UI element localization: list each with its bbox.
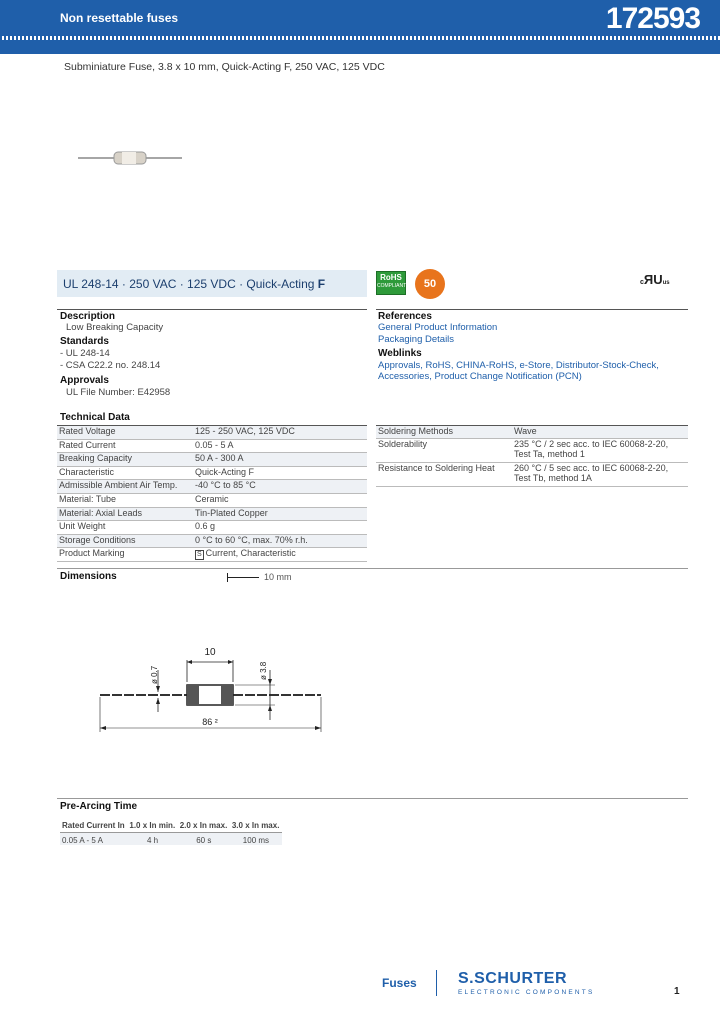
table-row: Resistance to Soldering Heat 260 °C / 5 sec acc. to IEC 60068-2-20, Test Tb, method 1A [376,463,688,487]
table-row: Characteristic Quick-Acting F [57,466,367,480]
scale-bar [227,577,259,578]
technical-data-table [57,426,367,562]
standard-item: - CSA C22.2 no. 248.14 [60,360,161,371]
description-text: Low Breaking Capacity [66,322,164,333]
table-row: Breaking Capacity 50 A - 300 A [57,453,367,467]
soldering-table [376,426,688,487]
dim-lead-diameter: ø 0.7 [150,665,159,684]
description-heading: Description [60,311,116,322]
marking-symbol-icon: S [197,551,202,559]
dimensions-heading: Dimensions [60,571,117,582]
pre-arcing-heading: Pre-Arcing Time [60,801,138,812]
approvals-text: UL File Number: E42958 [66,387,171,398]
scale-label: 10 mm [264,572,292,582]
pre-arcing-table [60,818,282,845]
divider [57,309,367,310]
rohs-badge: RoHS COMPLIANT [376,271,406,295]
technical-data-heading: Technical Data [60,412,130,423]
dim-length-body: 10 [204,647,216,658]
approvals-heading: Approvals [60,375,109,386]
table-header-row: Rated Current In 1.0 x In min. 2.0 x In max. 3.0 x In max. [60,818,282,833]
table-row: Storage Conditions 0 °C to 60 °C, max. 70% r.h. [57,534,367,548]
table-row: Soldering Methods Wave [376,426,688,439]
divider [57,798,688,799]
dimension-drawing [95,640,335,740]
divider [57,568,688,569]
schurter-logo: S.SCHURTER [458,970,568,987]
dim-overall-length: 86 ² [202,717,218,727]
rating-band [57,270,367,297]
part-number: 172593 [605,2,700,35]
header-bar [0,0,720,36]
table-row: 0.05 A - 5 A 4 h 60 s 100 ms [60,833,282,846]
fuse-photo [78,148,182,168]
rating-text: UL 248-14 · 250 VAC · 125 VDC · Quick-Acting F [63,277,326,291]
table-row: Admissible Ambient Air Temp. -40 °C to 85 °C [57,480,367,494]
footer-divider [436,970,437,996]
ul-recognized-icon: cЯUus [640,272,670,287]
standards-heading: Standards [60,336,109,347]
page-number: 1 [674,986,680,997]
references-heading: References [378,311,432,322]
divider [376,309,688,310]
table-row: Material: Axial Leads Tin-Plated Copper [57,507,367,521]
table-row: Rated Voltage 125 - 250 VAC, 125 VDC [57,426,367,439]
table-row: Material: Tube Ceramic [57,493,367,507]
footer-section-label: Fuses [382,976,417,990]
table-row: Rated Current 0.05 - 5 A [57,439,367,453]
weblinks-heading: Weblinks [378,348,422,359]
website-link[interactable]: www.schurter.com/pg01_2 [584,81,704,92]
product-subtitle: Subminiature Fuse, 3.8 x 10 mm, Quick-Acting F, 250 VAC, 125 VDC [64,61,385,73]
category-label: Non resettable fuses [60,11,179,25]
table-row: Unit Weight 0.6 g [57,521,367,535]
china-rohs-badge: 50 [415,269,445,299]
link-packaging[interactable]: Packaging Details [378,334,455,345]
table-row: Solderability 235 °C / 2 sec acc. to IEC 60068-2-20, Test Ta, method 1 [376,439,688,463]
weblinks-line[interactable]: Approvals, RoHS, CHINA-RoHS, e-Store, Distributor-Stock-Check, [378,360,659,371]
dim-body-diameter: ø 3.8 [259,661,268,680]
weblinks-line[interactable]: Accessories, Product Change Notification (PCN) [378,371,582,382]
link-general-info[interactable]: General Product Information [378,322,498,333]
table-row: Product Marking S Current, Characteristic [57,548,367,562]
logo-tagline: ELECTRONIC COMPONENTS [458,989,595,996]
standard-item: - UL 248-14 [60,348,110,359]
